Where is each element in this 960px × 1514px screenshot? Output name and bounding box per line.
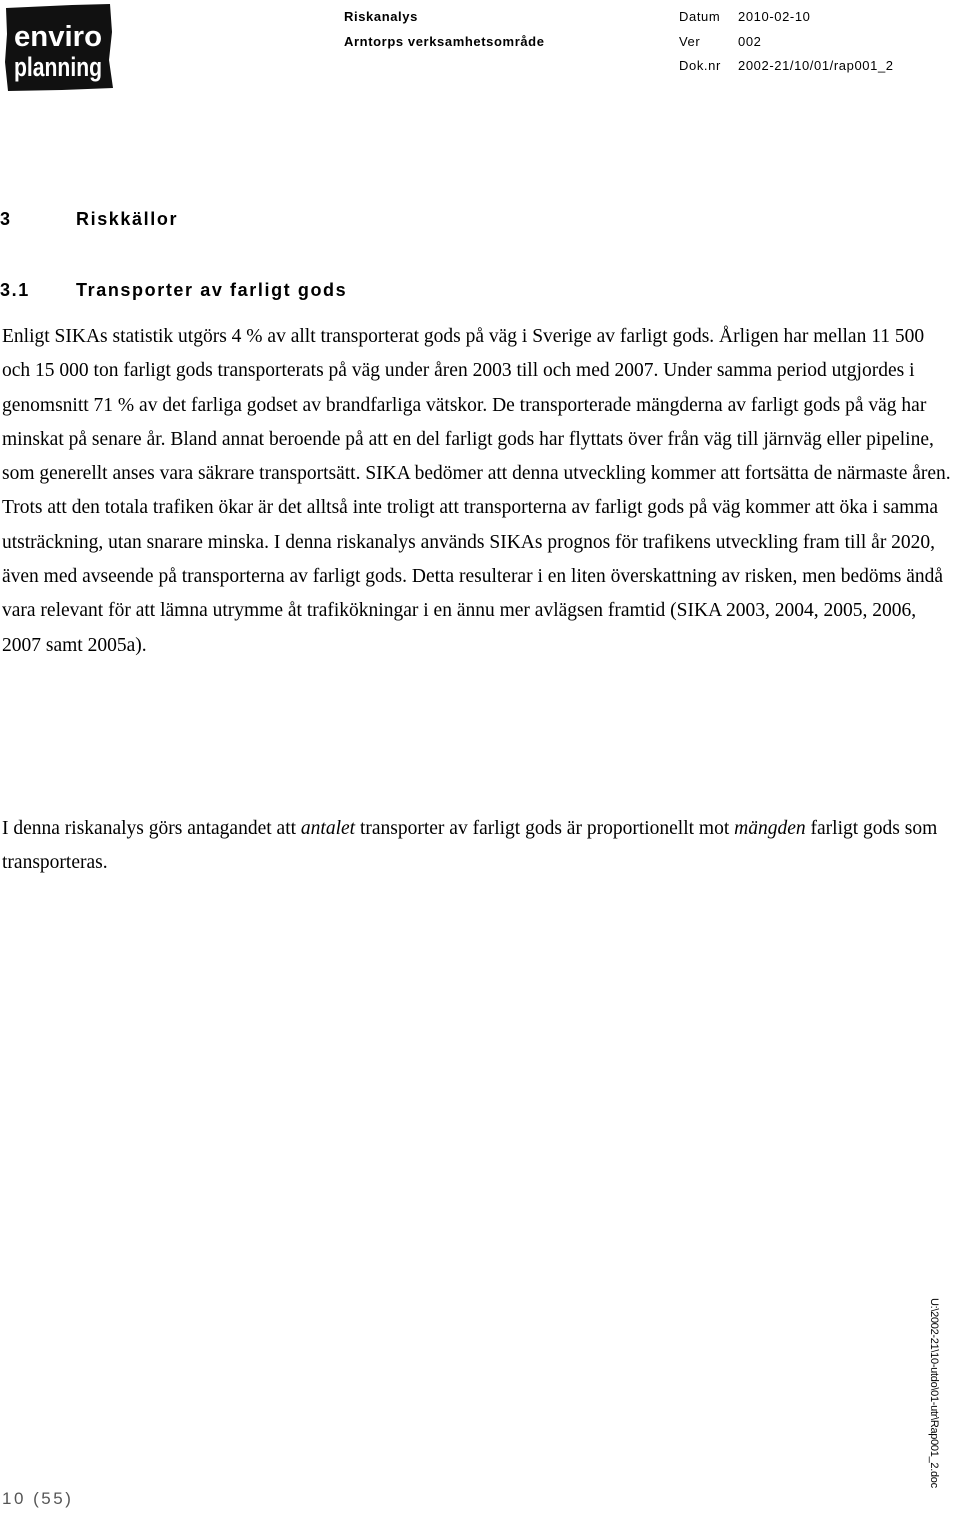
enviroplanning-logo	[2, 2, 114, 92]
subsection-title: Transporter av farligt gods	[76, 280, 348, 300]
file-path: U:\2002-21\10-utdo\01-utr\Rap001_2.doc	[928, 1298, 940, 1488]
header-doknr-label: Dok.nr	[679, 58, 721, 73]
paragraph2-text-3: farligt gods som transporteras.	[2, 818, 938, 874]
paragraph2-emphasis-antalet: antalet	[300, 818, 356, 839]
subsection-heading	[0, 280, 347, 301]
header-date-value: 2010-02-10	[738, 9, 811, 24]
header-subtitle: Arntorps verksamhetsområde	[344, 34, 545, 49]
paragraph2-text-1: I denna riskanalys görs antagandet att	[2, 818, 301, 839]
logo-line2: planning	[14, 52, 102, 82]
body-paragraph-1: Enligt SIKAs statistik utgörs 4 % av allt transporterat gods på väg i Sverige av farligt gods. Årligen har mellan 11 500 och 15 000 ton farligt gods transporterats på väg under åren 2003 till och med 2007. Under samma period utgjordes i genomsnitt 71 % av det farliga godset av brandfarliga vätskor. De transporterade mängderna av farligt gods på väg har minskat på senare år. Bland annat beroende på att en del farligt gods har flyttats över från väg till järnväg eller pipeline, som generellt anses vara säkrare transportsätt. SIKA bedömer att denna utveckling kommer att fortsätta de närmaste åren. Trots att den totala trafiken ökar är det alltså inte troligt att transporterna av farligt gods på väg kommer att öka i samma utsträckning, utan snarare minska. I denna riskanalys används SIKAs prognos för trafikens utveckling fram till år 2020, även med avseende på transporterna av farligt gods. Detta resulterar i en liten överskattning av risken, men bedöms ändå vara relevant för att lämna utrymme åt trafikökningar i en ännu mer avlägsen framtid (SIKA 2003, 2004, 2005, 2006, 2007 samt 2005a).	[2, 326, 951, 656]
section-title: Riskkällor	[76, 209, 179, 229]
page-number: 10 (55)	[2, 1489, 74, 1508]
header-doknr-value: 2002-21/10/01/rap001_2	[738, 58, 894, 73]
header-ver-value: 002	[738, 34, 762, 49]
paragraph2-text-2: transporter av farligt gods är proportionellt mot	[355, 818, 735, 839]
subsection-number: 3.1	[0, 280, 30, 300]
header-ver-label: Ver	[679, 34, 701, 49]
body-paragraph-2	[2, 812, 952, 881]
logo-line1: enviro	[14, 21, 102, 53]
section-number: 3	[0, 209, 12, 229]
paragraph2-emphasis-mangden: mängden	[734, 818, 806, 839]
header-doc-title: Riskanalys	[344, 9, 418, 24]
header-date-label: Datum	[679, 9, 721, 24]
section-heading	[0, 209, 178, 230]
